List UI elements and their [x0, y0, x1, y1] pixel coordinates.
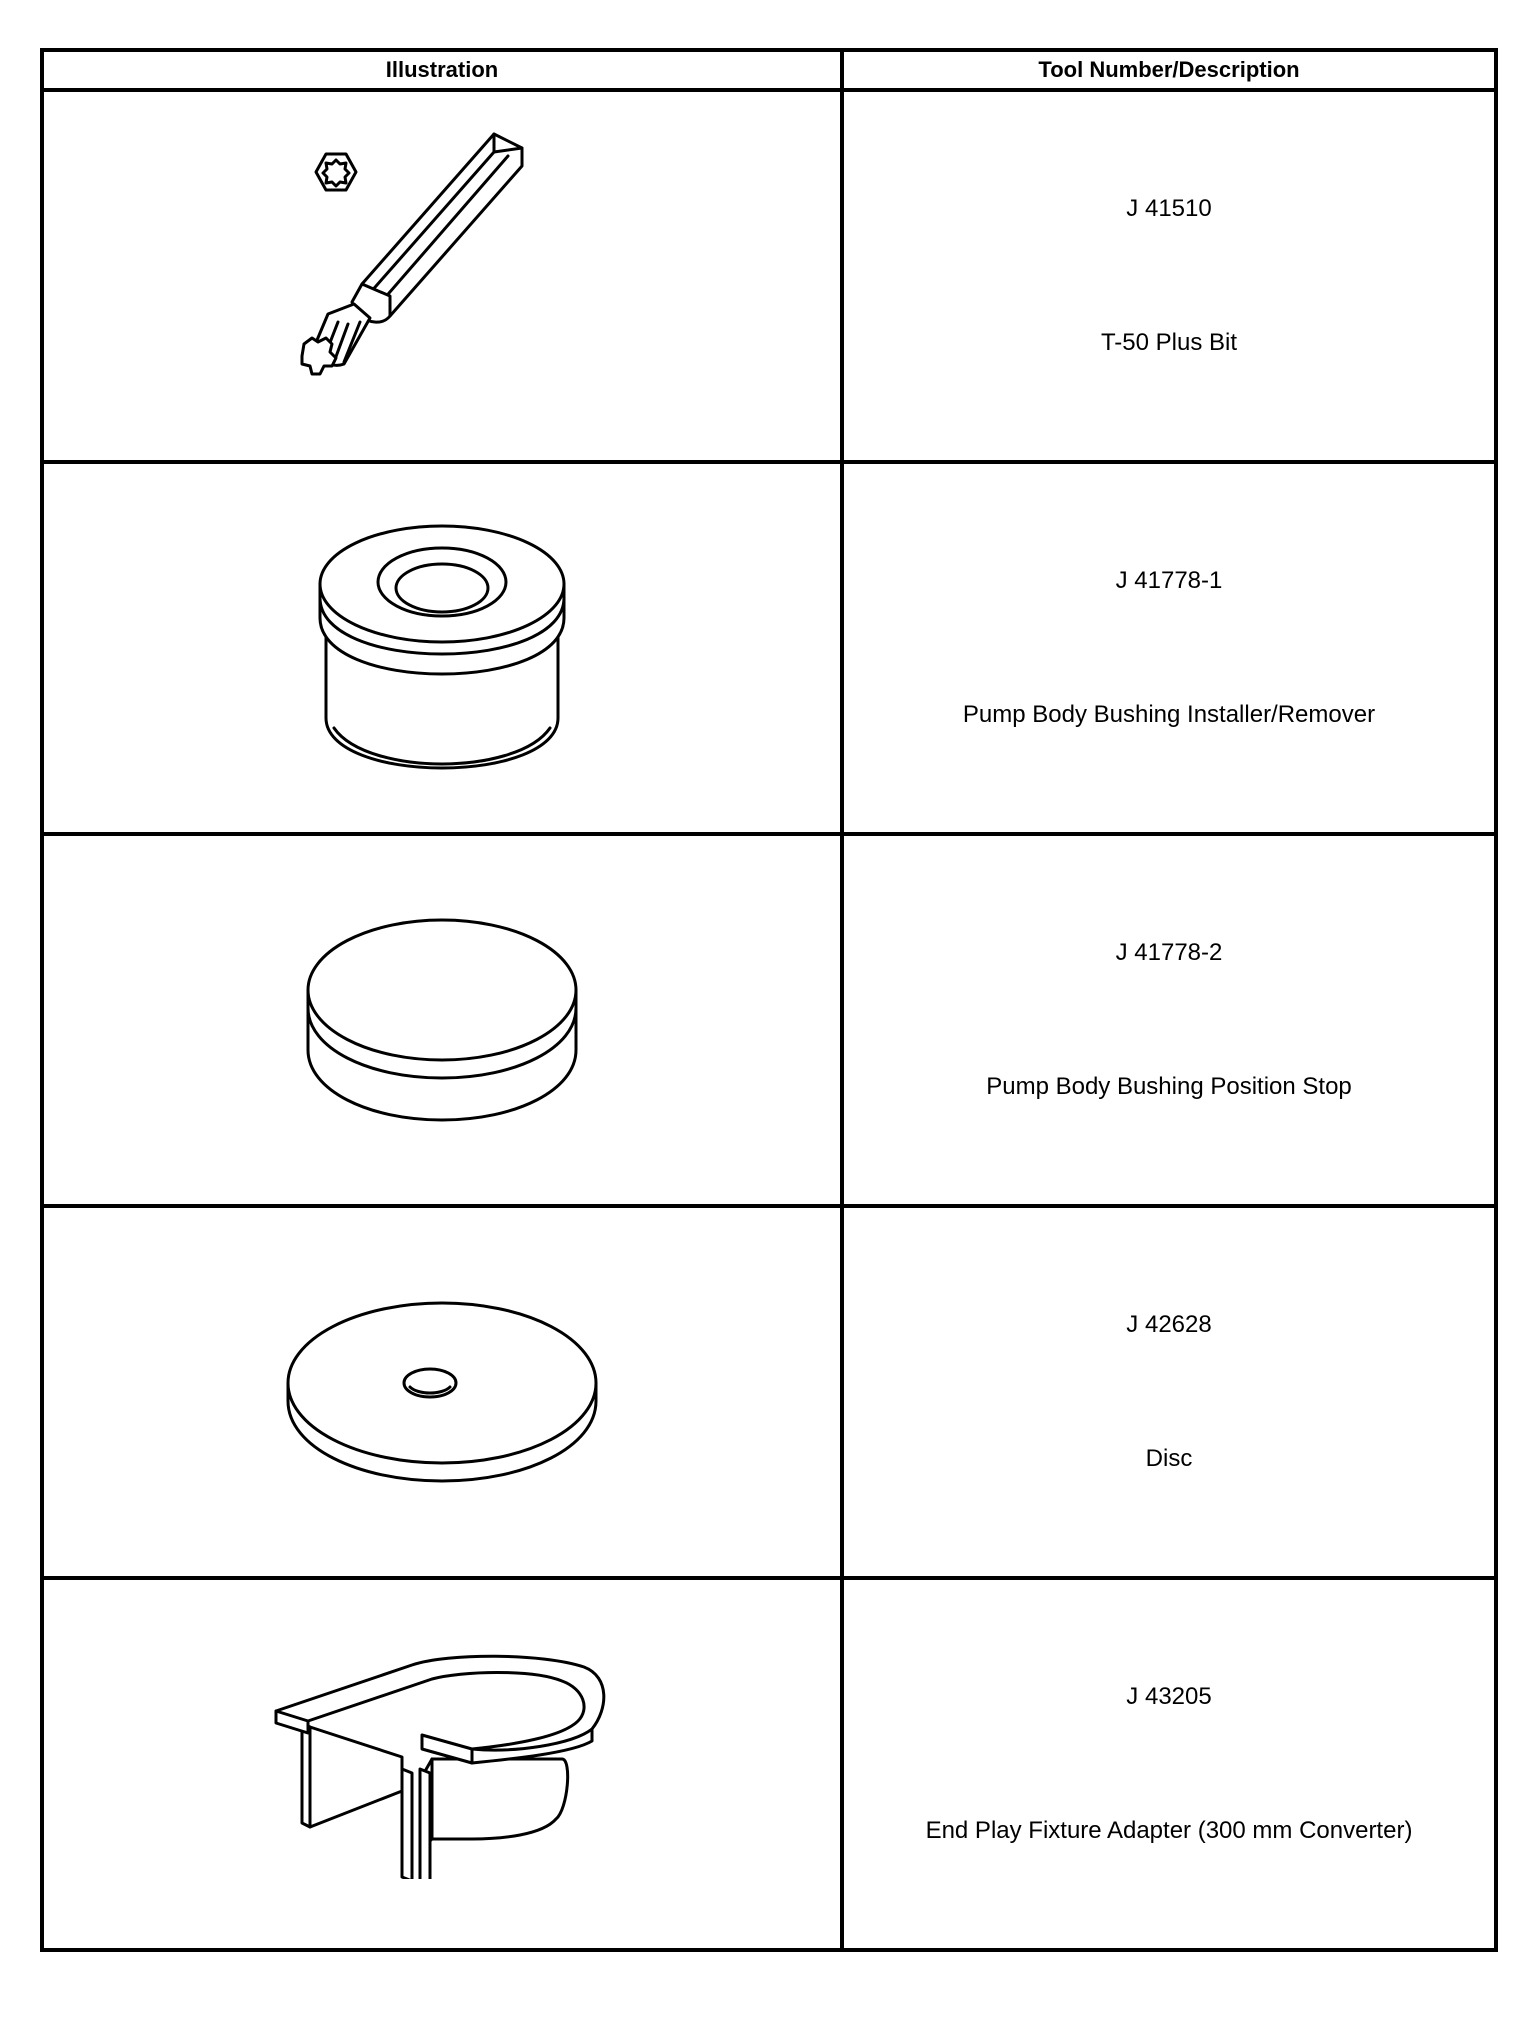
tool-description: End Play Fixture Adapter (300 mm Converter) — [925, 1817, 1413, 1844]
illustration-header: Illustration — [42, 50, 842, 90]
fixture-adapter-icon — [272, 1649, 612, 1879]
tool-info-cell — [842, 834, 1496, 1206]
disc-icon — [282, 1297, 602, 1487]
illustration-cell — [42, 90, 842, 462]
table-row — [42, 462, 1496, 834]
position-stop-icon — [302, 910, 582, 1130]
illustration-cell — [42, 1206, 842, 1578]
tool-info-cell — [842, 90, 1496, 462]
table-row — [42, 90, 1496, 462]
tool-number: J 42628 — [1126, 1311, 1212, 1338]
tool-number: J 41778-2 — [1115, 939, 1223, 966]
tool-number: J 41510 — [1126, 195, 1212, 222]
torx-bit-icon — [282, 126, 602, 426]
tool-description: Pump Body Bushing Installer/Remover — [962, 701, 1376, 728]
tool-info-cell — [842, 462, 1496, 834]
tool-description: Disc — [1145, 1445, 1193, 1472]
tool-info-cell — [842, 1578, 1496, 1950]
table-row — [42, 1578, 1496, 1950]
tool-description: T-50 Plus Bit — [1100, 329, 1238, 356]
illustration-cell — [42, 834, 842, 1206]
table-row — [42, 1206, 1496, 1578]
tool-info-cell — [842, 1206, 1496, 1578]
table-row — [42, 834, 1496, 1206]
special-tools-table — [40, 48, 1498, 1952]
bushing-installer-icon — [312, 518, 572, 778]
tool-number-description-header: Tool Number/Description — [842, 50, 1496, 90]
illustration-cell — [42, 462, 842, 834]
header-row — [42, 50, 1496, 90]
tool-number: J 43205 — [1126, 1683, 1212, 1710]
illustration-cell — [42, 1578, 842, 1950]
tool-number: J 41778-1 — [1115, 567, 1223, 594]
tool-description: Pump Body Bushing Position Stop — [986, 1073, 1352, 1100]
